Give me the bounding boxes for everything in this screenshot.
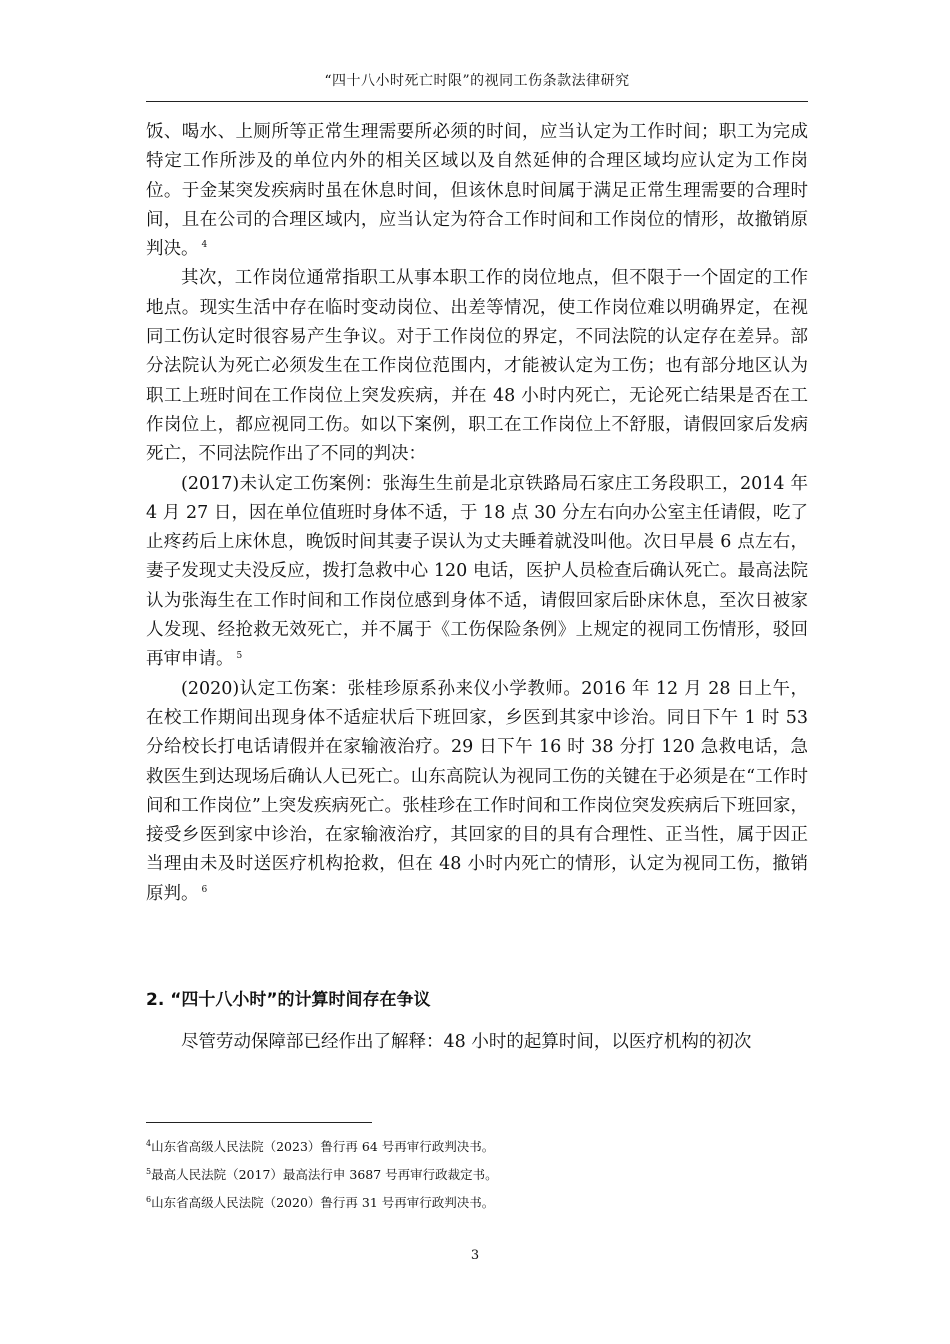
footnote-number: 4 [146,1138,152,1148]
paragraph-text: 饭、喝水、上厕所等正常生理需要所必须的时间，应当认定为工作时间；职工为完成特定工作所涉及的单位内外的相关区域以及自然延伸的合理区域均应认定为工作岗位。于金某突发疾病时虽在休息时间，但该休息时间属于满足正常生理需要的合理时间，且在公司的合理区域内，应当认定为符合工作时间和工作岗位的情形，故撤销原判决。 [146,122,808,260]
footnote-text: 最高人民法院（2017）最高法行申 3687 号再审行政裁定书。 [151,1166,498,1182]
paragraph-section-intro: 尽管劳动保障部已经作出了解释：48 小时的起算时间，以医疗机构的初次 [181,1032,752,1052]
footnote-5 [146,1166,808,1183]
paragraph-work-post [146,264,808,469]
footnote-separator [146,1122,372,1123]
footnotes [146,1138,808,1221]
footnote-ref-6[interactable]: 6 [201,884,208,895]
paragraph-text: 其次，工作岗位通常指职工从事本职工作的岗位地点，但不限于一个固定的工作地点。现实生活中存在临时变动岗位、出差等情况，使工作岗位难以明确界定，在视同工伤认定时很容易产生争议。对于工作岗位的界定，不同法院的认定存在差异。部分法院认为死亡必须发生在工作岗位范围内，才能被认定为工伤；也有部分地区认为职工上班时间在工作岗位上突发疾病，并在 48 小时内死亡，无论死亡结果是否在工作岗位上，都应视同工伤。如以下案例，职工在工作岗位上不舒服，请假回家后发病死亡，不同法院作出了不同的判决： [146,268,808,465]
footnote-text: 山东省高级人民法院（2023）鲁行再 64 号再审行政判决书。 [151,1139,495,1154]
paragraph-case-2020 [146,675,808,909]
paragraph-text: (2017)未认定工伤案例：张海生生前是北京铁路局石家庄工务段职工，2014 年 4 月 27 日，因在单位值班时身体不适，于 18 点 30 分左右向办公室主任请假，吃了止疼药后上床休息，晚饭时间其妻子误认为丈夫睡着就没叫他。次日早晨 6 点左右，妻子发现丈夫没反应，拨打急救中心 120 电话，医护人员检查后确认死亡。最高法院认为张海生在工作时间和工作岗位感到身体不适，请假回家后卧床休息，至次日被家人发现、经抢救无效死亡，并不属于《工伤保险条例》上规定的视同工伤情形，驳回再审申请。 [146,473,808,670]
footnote-number: 6 [146,1194,152,1204]
footnote-number: 5 [146,1166,152,1176]
paragraph-case-2017 [146,470,808,675]
page-number: 3 [470,1248,480,1263]
footnote-ref-5[interactable]: 5 [236,650,243,661]
running-header: “四十八小时死亡时限”的视同工伤条款法律研究 [324,73,630,89]
footnote-ref-4[interactable]: 4 [201,240,208,251]
footnote-4 [146,1138,808,1155]
footnote-text: 山东省高级人民法院（2020）鲁行再 31 号再审行政判决书。 [151,1194,495,1210]
paragraph-text: (2020)认定工伤案：张桂珍原系孙来仪小学教师。2016 年 12 月 28 日上午，在校工作期间出现身体不适症状后下班回家，乡医到其家中诊治。同日下午 1 时 53 分给校长打电话请假并在家输液治疗。29 日下午 16 时 38 分打 120 急救电话，急救医生到达现场后确认人已死亡。山东高院认为视同工伤的关键在于必须是在“工作时间和工作岗位”上突发疾病死亡。张桂珍在工作时间和工作岗位突发疾病后下班回家，接受乡医到家中诊治，在家输液治疗，其回家的目的具有合理性、正当性，属于因正当理由未及时送医疗机构抢救，但在 48 小时内死亡的情形，认定为视同工伤，撤销原判。 [146,678,808,904]
paragraph-continuation [146,118,808,264]
footnote-6 [146,1194,808,1211]
header-rule [146,101,808,102]
section-heading: 2. “四十八小时”的计算时间存在争议 [146,990,431,1010]
body-text [146,118,808,909]
